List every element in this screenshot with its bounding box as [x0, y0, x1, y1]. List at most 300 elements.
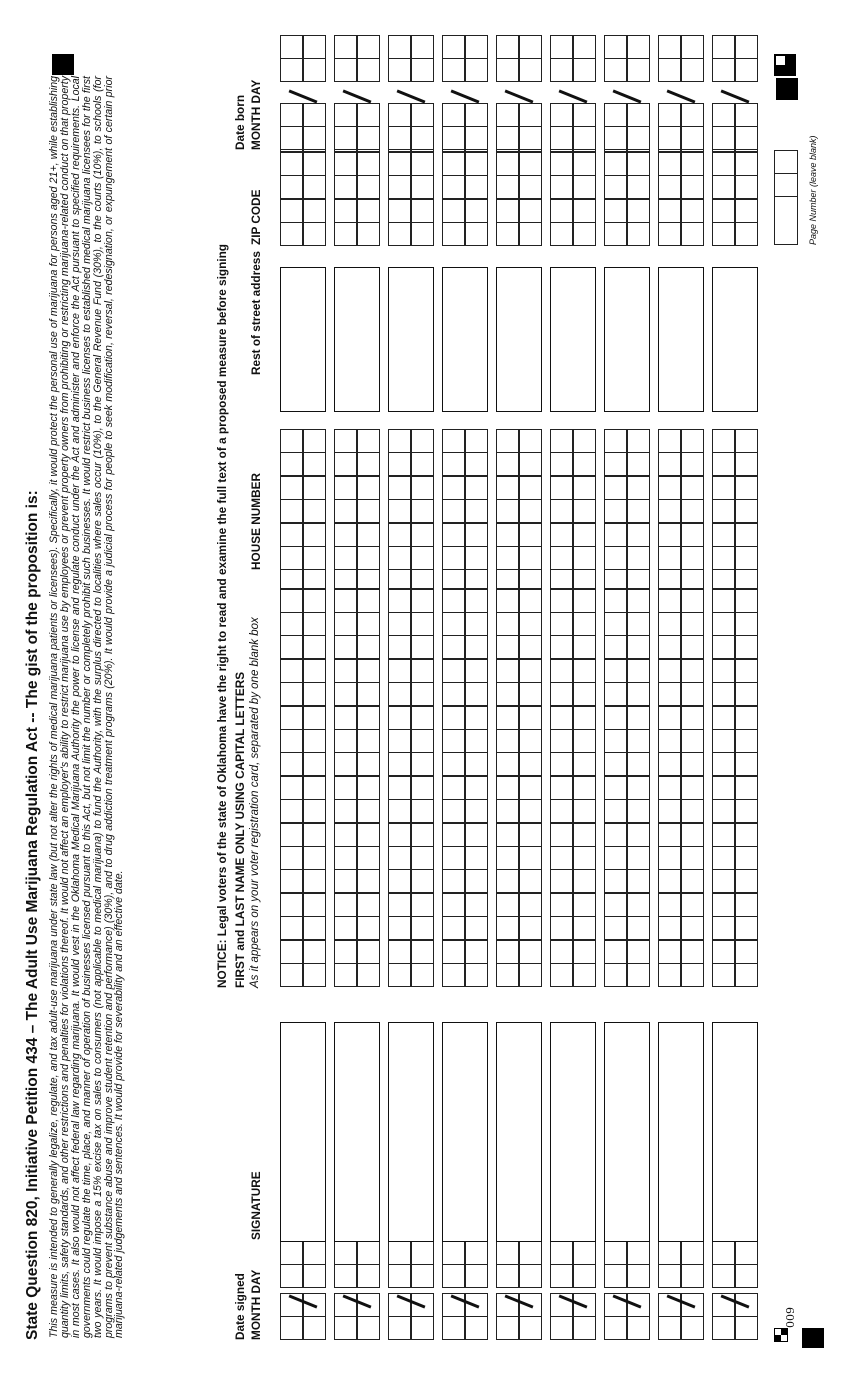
name-box[interactable] [735, 706, 758, 730]
name-box[interactable] [627, 706, 650, 730]
zip-box[interactable] [519, 175, 542, 199]
name-box[interactable] [519, 776, 542, 800]
name-box[interactable] [388, 752, 411, 776]
name-box[interactable] [712, 869, 735, 893]
name-box[interactable] [681, 823, 704, 847]
house-number-box[interactable] [357, 476, 380, 500]
name-box[interactable] [411, 729, 434, 753]
house-number-box[interactable] [681, 523, 704, 547]
signed-day-box[interactable] [303, 1264, 326, 1288]
name-box[interactable] [712, 963, 735, 987]
name-box[interactable] [735, 776, 758, 800]
name-box[interactable] [550, 635, 573, 659]
born-day-box[interactable] [712, 58, 735, 82]
street-address-field[interactable] [550, 267, 596, 412]
born-day-box[interactable] [303, 58, 326, 82]
name-box[interactable] [465, 752, 488, 776]
house-number-box[interactable] [303, 523, 326, 547]
name-box[interactable] [465, 635, 488, 659]
zip-box[interactable] [627, 152, 650, 176]
house-number-box[interactable] [573, 523, 596, 547]
name-box[interactable] [604, 893, 627, 917]
house-number-box[interactable] [573, 429, 596, 453]
house-number-box[interactable] [550, 429, 573, 453]
name-box[interactable] [388, 893, 411, 917]
name-box[interactable] [280, 706, 303, 730]
born-day-box[interactable] [442, 35, 465, 59]
zip-box[interactable] [334, 152, 357, 176]
zip-box[interactable] [388, 152, 411, 176]
name-box[interactable] [627, 940, 650, 964]
name-box[interactable] [604, 612, 627, 636]
name-box[interactable] [280, 612, 303, 636]
name-box[interactable] [442, 776, 465, 800]
house-number-box[interactable] [658, 499, 681, 523]
born-day-box[interactable] [303, 35, 326, 59]
house-number-box[interactable] [357, 499, 380, 523]
name-box[interactable] [496, 752, 519, 776]
name-box[interactable] [519, 706, 542, 730]
name-box[interactable] [465, 729, 488, 753]
name-box[interactable] [280, 776, 303, 800]
name-box[interactable] [388, 940, 411, 964]
born-month-box[interactable] [681, 126, 704, 150]
signed-day-box[interactable] [573, 1241, 596, 1265]
name-box[interactable] [573, 682, 596, 706]
name-box[interactable] [519, 846, 542, 870]
zip-box[interactable] [604, 152, 627, 176]
house-number-box[interactable] [627, 476, 650, 500]
born-month-box[interactable] [604, 103, 627, 127]
name-box[interactable] [303, 635, 326, 659]
name-box[interactable] [627, 916, 650, 940]
name-box[interactable] [627, 612, 650, 636]
name-box[interactable] [280, 659, 303, 683]
name-box[interactable] [388, 659, 411, 683]
name-box[interactable] [303, 940, 326, 964]
name-box[interactable] [411, 682, 434, 706]
name-box[interactable] [712, 682, 735, 706]
name-box[interactable] [735, 869, 758, 893]
name-box[interactable] [357, 963, 380, 987]
zip-box[interactable] [334, 175, 357, 199]
name-box[interactable] [658, 589, 681, 613]
zip-box[interactable] [388, 175, 411, 199]
house-number-box[interactable] [357, 523, 380, 547]
zip-box[interactable] [627, 199, 650, 223]
name-box[interactable] [712, 916, 735, 940]
born-day-box[interactable] [573, 58, 596, 82]
name-box[interactable] [465, 823, 488, 847]
name-box[interactable] [573, 729, 596, 753]
house-number-box[interactable] [604, 499, 627, 523]
name-box[interactable] [411, 799, 434, 823]
house-number-box[interactable] [712, 523, 735, 547]
zip-box[interactable] [442, 175, 465, 199]
name-box[interactable] [519, 635, 542, 659]
street-address-field[interactable] [496, 267, 542, 412]
house-number-box[interactable] [442, 523, 465, 547]
house-number-box[interactable] [681, 476, 704, 500]
name-box[interactable] [334, 846, 357, 870]
name-box[interactable] [280, 752, 303, 776]
name-box[interactable] [519, 916, 542, 940]
name-box[interactable] [442, 659, 465, 683]
name-box[interactable] [465, 776, 488, 800]
born-day-box[interactable] [465, 58, 488, 82]
house-number-box[interactable] [658, 476, 681, 500]
name-box[interactable] [465, 799, 488, 823]
name-box[interactable] [388, 776, 411, 800]
name-box[interactable] [280, 940, 303, 964]
name-box[interactable] [712, 799, 735, 823]
house-number-box[interactable] [735, 476, 758, 500]
house-number-box[interactable] [442, 429, 465, 453]
name-box[interactable] [735, 823, 758, 847]
zip-box[interactable] [357, 199, 380, 223]
name-box[interactable] [658, 752, 681, 776]
name-box[interactable] [334, 612, 357, 636]
zip-box[interactable] [550, 175, 573, 199]
name-box[interactable] [627, 823, 650, 847]
name-box[interactable] [496, 869, 519, 893]
name-box[interactable] [442, 635, 465, 659]
name-box[interactable] [712, 612, 735, 636]
house-number-box[interactable] [303, 546, 326, 570]
name-box[interactable] [334, 706, 357, 730]
house-number-box[interactable] [712, 429, 735, 453]
born-month-box[interactable] [280, 126, 303, 150]
name-box[interactable] [627, 589, 650, 613]
name-box[interactable] [658, 893, 681, 917]
zip-box[interactable] [573, 222, 596, 246]
name-box[interactable] [280, 682, 303, 706]
name-box[interactable] [573, 893, 596, 917]
name-box[interactable] [411, 635, 434, 659]
born-day-box[interactable] [712, 35, 735, 59]
name-box[interactable] [519, 589, 542, 613]
house-number-box[interactable] [442, 546, 465, 570]
name-box[interactable] [411, 659, 434, 683]
name-box[interactable] [712, 940, 735, 964]
name-box[interactable] [627, 799, 650, 823]
name-box[interactable] [357, 635, 380, 659]
name-box[interactable] [681, 869, 704, 893]
born-day-box[interactable] [735, 58, 758, 82]
name-box[interactable] [519, 752, 542, 776]
name-box[interactable] [465, 612, 488, 636]
name-box[interactable] [496, 823, 519, 847]
zip-box[interactable] [604, 199, 627, 223]
zip-box[interactable] [280, 222, 303, 246]
born-day-box[interactable] [280, 35, 303, 59]
name-box[interactable] [303, 916, 326, 940]
signed-day-box[interactable] [550, 1264, 573, 1288]
name-box[interactable] [573, 963, 596, 987]
born-day-box[interactable] [604, 35, 627, 59]
name-box[interactable] [442, 846, 465, 870]
name-box[interactable] [573, 659, 596, 683]
page-number-box[interactable] [774, 150, 798, 174]
signature-field[interactable] [712, 1022, 758, 1242]
name-box[interactable] [334, 729, 357, 753]
name-box[interactable] [735, 893, 758, 917]
house-number-box[interactable] [334, 429, 357, 453]
name-box[interactable] [735, 682, 758, 706]
zip-box[interactable] [496, 175, 519, 199]
house-number-box[interactable] [627, 546, 650, 570]
name-box[interactable] [465, 963, 488, 987]
born-month-box[interactable] [334, 103, 357, 127]
house-number-box[interactable] [388, 452, 411, 476]
house-number-box[interactable] [465, 476, 488, 500]
house-number-box[interactable] [550, 499, 573, 523]
name-box[interactable] [442, 893, 465, 917]
name-box[interactable] [573, 799, 596, 823]
signed-day-box[interactable] [280, 1241, 303, 1265]
house-number-box[interactable] [334, 476, 357, 500]
name-box[interactable] [712, 589, 735, 613]
name-box[interactable] [334, 916, 357, 940]
signature-field[interactable] [442, 1022, 488, 1242]
name-box[interactable] [550, 963, 573, 987]
house-number-box[interactable] [496, 476, 519, 500]
signed-day-box[interactable] [334, 1264, 357, 1288]
born-day-box[interactable] [550, 58, 573, 82]
signed-day-box[interactable] [334, 1241, 357, 1265]
name-box[interactable] [334, 752, 357, 776]
born-month-box[interactable] [627, 126, 650, 150]
zip-box[interactable] [465, 152, 488, 176]
zip-box[interactable] [573, 152, 596, 176]
name-box[interactable] [604, 916, 627, 940]
name-box[interactable] [388, 612, 411, 636]
name-box[interactable] [334, 682, 357, 706]
name-box[interactable] [604, 659, 627, 683]
name-box[interactable] [303, 729, 326, 753]
born-month-box[interactable] [388, 126, 411, 150]
house-number-box[interactable] [735, 546, 758, 570]
signed-day-box[interactable] [442, 1264, 465, 1288]
name-box[interactable] [550, 706, 573, 730]
name-box[interactable] [334, 776, 357, 800]
born-day-box[interactable] [681, 58, 704, 82]
born-month-box[interactable] [735, 126, 758, 150]
name-box[interactable] [658, 706, 681, 730]
born-day-box[interactable] [357, 35, 380, 59]
name-box[interactable] [604, 706, 627, 730]
zip-box[interactable] [681, 175, 704, 199]
name-box[interactable] [681, 799, 704, 823]
name-box[interactable] [681, 776, 704, 800]
name-box[interactable] [465, 659, 488, 683]
house-number-box[interactable] [280, 523, 303, 547]
name-box[interactable] [681, 706, 704, 730]
name-box[interactable] [442, 589, 465, 613]
name-box[interactable] [550, 589, 573, 613]
signed-day-box[interactable] [627, 1264, 650, 1288]
zip-box[interactable] [334, 222, 357, 246]
born-day-box[interactable] [681, 35, 704, 59]
house-number-box[interactable] [573, 499, 596, 523]
name-box[interactable] [735, 589, 758, 613]
name-box[interactable] [604, 776, 627, 800]
name-box[interactable] [604, 963, 627, 987]
zip-box[interactable] [496, 199, 519, 223]
name-box[interactable] [658, 916, 681, 940]
name-box[interactable] [388, 916, 411, 940]
born-day-box[interactable] [627, 35, 650, 59]
house-number-box[interactable] [496, 499, 519, 523]
name-box[interactable] [496, 776, 519, 800]
name-box[interactable] [627, 869, 650, 893]
name-box[interactable] [658, 776, 681, 800]
born-month-box[interactable] [303, 126, 326, 150]
zip-box[interactable] [465, 175, 488, 199]
house-number-box[interactable] [627, 499, 650, 523]
house-number-box[interactable] [411, 476, 434, 500]
name-box[interactable] [519, 612, 542, 636]
born-month-box[interactable] [465, 126, 488, 150]
name-box[interactable] [334, 659, 357, 683]
zip-box[interactable] [658, 199, 681, 223]
name-box[interactable] [411, 776, 434, 800]
house-number-box[interactable] [280, 546, 303, 570]
signed-day-box[interactable] [735, 1264, 758, 1288]
house-number-box[interactable] [357, 452, 380, 476]
signed-month-box[interactable] [681, 1316, 704, 1340]
name-box[interactable] [550, 682, 573, 706]
name-box[interactable] [681, 612, 704, 636]
name-box[interactable] [550, 612, 573, 636]
name-box[interactable] [357, 893, 380, 917]
street-address-field[interactable] [388, 267, 434, 412]
signed-day-box[interactable] [573, 1264, 596, 1288]
name-box[interactable] [280, 869, 303, 893]
name-box[interactable] [280, 799, 303, 823]
signed-day-box[interactable] [496, 1264, 519, 1288]
born-day-box[interactable] [658, 58, 681, 82]
zip-box[interactable] [411, 222, 434, 246]
house-number-box[interactable] [627, 429, 650, 453]
house-number-box[interactable] [735, 429, 758, 453]
house-number-box[interactable] [334, 523, 357, 547]
born-month-box[interactable] [411, 103, 434, 127]
signed-month-box[interactable] [411, 1316, 434, 1340]
house-number-box[interactable] [411, 499, 434, 523]
name-box[interactable] [357, 589, 380, 613]
name-box[interactable] [681, 752, 704, 776]
born-day-box[interactable] [357, 58, 380, 82]
name-box[interactable] [658, 940, 681, 964]
name-box[interactable] [604, 729, 627, 753]
born-day-box[interactable] [334, 58, 357, 82]
name-box[interactable] [735, 799, 758, 823]
born-day-box[interactable] [280, 58, 303, 82]
signed-month-box[interactable] [303, 1316, 326, 1340]
zip-box[interactable] [442, 152, 465, 176]
name-box[interactable] [735, 659, 758, 683]
name-box[interactable] [519, 893, 542, 917]
street-address-field[interactable] [604, 267, 650, 412]
house-number-box[interactable] [519, 476, 542, 500]
zip-box[interactable] [712, 152, 735, 176]
name-box[interactable] [280, 823, 303, 847]
signed-month-box[interactable] [388, 1316, 411, 1340]
house-number-box[interactable] [519, 499, 542, 523]
house-number-box[interactable] [303, 452, 326, 476]
born-month-box[interactable] [357, 126, 380, 150]
zip-box[interactable] [442, 199, 465, 223]
name-box[interactable] [357, 940, 380, 964]
signed-day-box[interactable] [735, 1241, 758, 1265]
name-box[interactable] [735, 729, 758, 753]
name-box[interactable] [388, 706, 411, 730]
zip-box[interactable] [280, 175, 303, 199]
name-box[interactable] [280, 916, 303, 940]
name-box[interactable] [388, 963, 411, 987]
born-month-box[interactable] [496, 126, 519, 150]
name-box[interactable] [735, 846, 758, 870]
house-number-box[interactable] [465, 452, 488, 476]
name-box[interactable] [442, 916, 465, 940]
zip-box[interactable] [658, 222, 681, 246]
name-box[interactable] [357, 706, 380, 730]
house-number-box[interactable] [519, 546, 542, 570]
house-number-box[interactable] [519, 523, 542, 547]
name-box[interactable] [357, 799, 380, 823]
zip-box[interactable] [573, 199, 596, 223]
name-box[interactable] [519, 963, 542, 987]
name-box[interactable] [627, 776, 650, 800]
name-box[interactable] [519, 799, 542, 823]
zip-box[interactable] [712, 175, 735, 199]
name-box[interactable] [357, 659, 380, 683]
signed-day-box[interactable] [712, 1241, 735, 1265]
zip-box[interactable] [357, 222, 380, 246]
house-number-box[interactable] [334, 499, 357, 523]
house-number-box[interactable] [411, 546, 434, 570]
name-box[interactable] [627, 963, 650, 987]
born-day-box[interactable] [627, 58, 650, 82]
zip-box[interactable] [519, 199, 542, 223]
signature-field[interactable] [550, 1022, 596, 1242]
signature-field[interactable] [496, 1022, 542, 1242]
house-number-box[interactable] [604, 523, 627, 547]
house-number-box[interactable] [604, 476, 627, 500]
name-box[interactable] [357, 752, 380, 776]
name-box[interactable] [442, 729, 465, 753]
born-day-box[interactable] [411, 35, 434, 59]
zip-box[interactable] [303, 175, 326, 199]
name-box[interactable] [712, 776, 735, 800]
signed-day-box[interactable] [604, 1264, 627, 1288]
born-month-box[interactable] [303, 103, 326, 127]
house-number-box[interactable] [496, 546, 519, 570]
name-box[interactable] [357, 729, 380, 753]
born-month-box[interactable] [442, 103, 465, 127]
born-month-box[interactable] [519, 103, 542, 127]
name-box[interactable] [573, 823, 596, 847]
name-box[interactable] [442, 682, 465, 706]
signed-day-box[interactable] [550, 1241, 573, 1265]
name-box[interactable] [658, 799, 681, 823]
zip-box[interactable] [411, 152, 434, 176]
name-box[interactable] [280, 963, 303, 987]
house-number-box[interactable] [465, 523, 488, 547]
name-box[interactable] [658, 659, 681, 683]
born-day-box[interactable] [388, 58, 411, 82]
